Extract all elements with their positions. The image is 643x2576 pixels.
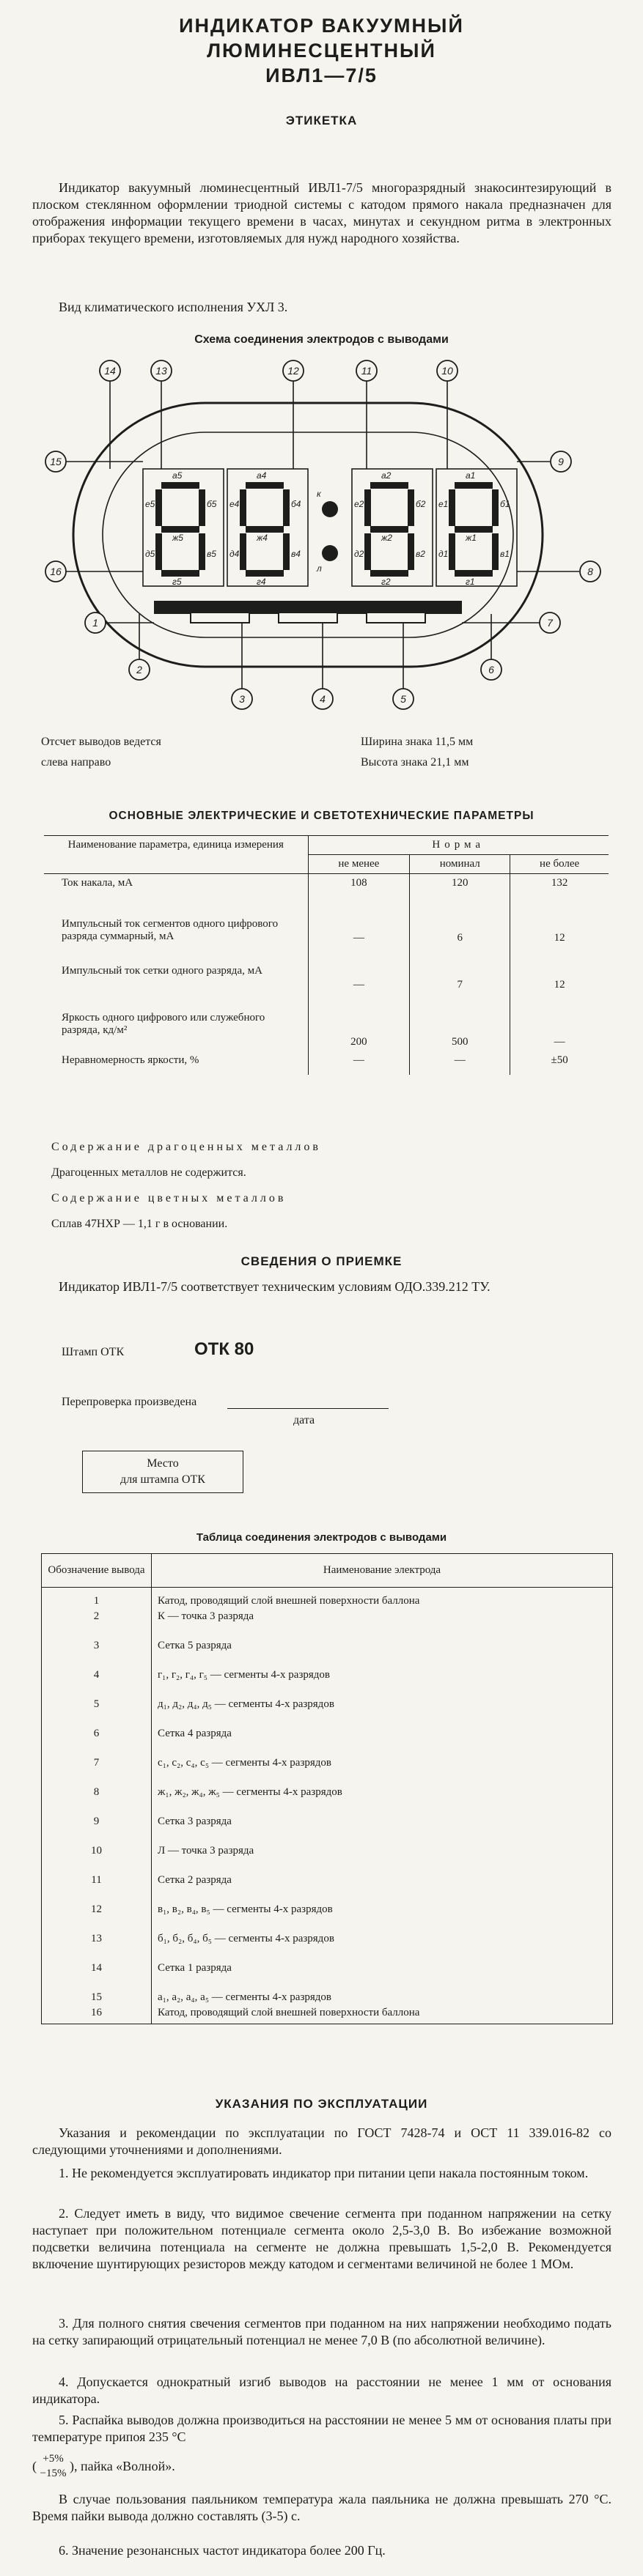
electrode-pin: 7	[42, 1742, 152, 1771]
solder-tolerance: ( +5% −15% ), пайка «Волной».	[32, 2453, 175, 2479]
table-row	[42, 1624, 613, 1654]
electrode-name: Сетка 1 разряда	[152, 1947, 613, 1976]
recheck-line	[227, 1408, 389, 1409]
seg-label-v4: в4	[291, 549, 301, 559]
pin-8: 8	[587, 566, 593, 577]
seg-label-b2: б2	[416, 499, 426, 509]
operation-item-2: 2. Следует иметь в виду, что видимое свечение сегмента при поданном напряжении на сетку наступает при положительном потенциале сегмента около 2,5-3,0 В. Во избежание возможной подсветки величина потенциала на сегменте не должна превышать 1,5-2,0 В. Рекомендуется включение шунтирующих резисторов между катодом и сегментами величиной не более 1 МОм.	[32, 2206, 611, 2271]
operation-item-soldering: В случае пользования паяльником температура жала паяльника не должна превышать 270 °С. Время пайки вывода должно составлять (3-5) с.	[32, 2492, 611, 2523]
electrode-name: Сетка 4 разряда	[152, 1712, 613, 1742]
params-col-min: не менее	[308, 855, 410, 874]
recheck-label: Перепроверка произведена	[62, 1396, 197, 1408]
param-name: Яркость одного цифрового или служебного разряда, кд/м²	[44, 1009, 308, 1051]
electrode-pin: 5	[42, 1683, 152, 1712]
seg-label-zh1: ж1	[466, 533, 477, 543]
electrode-pin: 12	[42, 1888, 152, 1917]
seg-label-b1: б1	[500, 499, 510, 509]
seg-label-a4: а4	[257, 470, 267, 481]
acceptance-text: Индикатор ИВЛ1-7/5 соответствует техническим условиям ОДО.339.212 ТУ.	[59, 1279, 490, 1294]
place-line-2: для штампа ОТК	[120, 1473, 205, 1486]
pin-1: 1	[92, 617, 98, 629]
seg-label-zh2: ж2	[381, 533, 392, 543]
param-min: 200	[308, 1009, 410, 1051]
electrode-name: б₁, б₂, б₄, б₅ — сегменты 4-х разрядов	[152, 1917, 613, 1947]
table-row	[42, 1947, 613, 1976]
climate-text: Вид климатического исполнения УХЛ 3.	[59, 300, 288, 314]
param-min: 108	[308, 874, 410, 915]
seg-label-a2: а2	[381, 470, 392, 481]
seg-label-b5: б5	[207, 499, 217, 509]
electrode-name: Сетка 3 разряда	[152, 1800, 613, 1829]
electrode-pin: 16	[42, 2005, 152, 2024]
stamp-value: ОТК 80	[194, 1339, 254, 1359]
pin-13: 13	[155, 365, 167, 377]
pin-12: 12	[287, 365, 299, 377]
param-min: —	[308, 1051, 410, 1075]
electrode-name: а₁, а₂, а₄, а₅ — сегменты 4-х разрядов	[152, 1976, 613, 2005]
electrodes-table	[41, 1553, 613, 2024]
electrode-pin: 1	[42, 1588, 152, 1610]
table-row	[42, 1800, 613, 1829]
electrode-pin: 2	[42, 1609, 152, 1624]
electrode-name: Катод, проводящий слой внешней поверхности баллона	[152, 1588, 613, 1610]
seg-label-b4: б4	[291, 499, 301, 509]
pin-16: 16	[50, 566, 62, 577]
electrode-name: К — точка 3 разряда	[152, 1609, 613, 1624]
operation-item-5: 5. Распайка выводов должна производиться на расстоянии не менее 5 мм от основания платы при температуре припоя 235 °С	[32, 2413, 611, 2444]
table-row	[42, 1712, 613, 1742]
seg-label-d1: д1	[438, 549, 449, 559]
seg-label-k: к	[317, 489, 321, 499]
electrode-pin: 13	[42, 1917, 152, 1947]
electrode-pin: 11	[42, 1859, 152, 1888]
electrode-name: ж₁, ж₂, ж₄, ж₅ — сегменты 4-х разрядов	[152, 1771, 613, 1800]
note-width: Ширина знака 11,5 мм	[361, 736, 474, 748]
operation-item-1: 1. Не рекомендуется эксплуатировать индикатор при питании цепи накала постоянным током.	[59, 2166, 589, 2180]
electrode-name: Катод, проводящий слой внешней поверхности баллона	[152, 2005, 613, 2024]
pin-4: 4	[320, 693, 326, 705]
intro-paragraph: Индикатор вакуумный люминесцентный ИВЛ1-7/5 многоразрядный знакосинтезирующий в плоском стеклянном оформлении триодной системы с катодом прямого накала предназначен для отображения информации текущего времени в часах, минутах и секундном ритма в электронных приборах текущего времени, изготовляемых для нужд народного хозяйства.	[32, 180, 611, 245]
electrode-diagram	[22, 352, 623, 733]
pin-11: 11	[361, 365, 372, 377]
operation-item-4: 4. Допускается однократный изгиб выводов на расстоянии не менее 1 мм от основания индикатора.	[32, 2375, 611, 2406]
pin-14: 14	[104, 365, 116, 377]
electrodes-col-pin: Обозначение вывода	[42, 1554, 152, 1588]
table-row	[44, 915, 609, 962]
pin-9: 9	[558, 456, 564, 467]
param-min: —	[308, 962, 410, 1009]
nonferrous-text: Сплав 47НХР — 1,1 г в основании.	[51, 1218, 228, 1230]
param-name: Импульсный ток сегментов одного цифрового разряда суммарный, мА	[44, 915, 308, 962]
electrode-name: Сетка 5 разряда	[152, 1624, 613, 1654]
seg-label-e5: е5	[145, 499, 155, 509]
otk-stamp-box	[82, 1451, 243, 1493]
title-line-3: ИВЛ1—7/5	[265, 64, 378, 86]
table-row	[42, 1859, 613, 1888]
electrode-pin: 4	[42, 1654, 152, 1683]
pin-5: 5	[400, 693, 406, 705]
param-nom: 6	[410, 915, 510, 962]
seg-label-a1: а1	[466, 470, 476, 481]
seg-label-g2: г2	[381, 577, 391, 587]
table-row	[44, 962, 609, 1009]
stamp-label: Штамп ОТК	[62, 1346, 125, 1358]
table-row	[42, 1742, 613, 1771]
seg-label-e4: е4	[229, 499, 240, 509]
param-name: Импульсный ток сетки одного разряда, мА	[44, 962, 308, 1009]
table-row	[42, 1917, 613, 1947]
tol-plus: +5%	[43, 2453, 64, 2465]
pin-6: 6	[488, 664, 494, 676]
tol-suffix: ), пайка «Волной».	[69, 2459, 175, 2473]
place-line-1: Место	[147, 1457, 179, 1470]
note-height: Высота знака 21,1 мм	[361, 756, 469, 769]
acceptance-heading: СВЕДЕНИЯ О ПРИЕМКЕ	[240, 1254, 403, 1268]
diagram-title: Схема соединения электродов с выводами	[194, 333, 449, 346]
seg-label-zh5: ж5	[172, 533, 183, 543]
electrode-name: с₁, с₂, с₄, с₅ — сегменты 4-х разрядов	[152, 1742, 613, 1771]
pin-3: 3	[239, 693, 245, 705]
electrode-pin: 3	[42, 1624, 152, 1654]
table-row	[42, 1654, 613, 1683]
operation-heading: УКАЗАНИЯ ПО ЭКСПЛУАТАЦИИ	[215, 2097, 428, 2111]
seg-label-d5: д5	[145, 549, 155, 559]
electrode-name: г₁, г₂, г₄, г₅ — сегменты 4-х разрядов	[152, 1654, 613, 1683]
seg-label-e2: е2	[354, 499, 364, 509]
title-line-1: ИНДИКАТОР ВАКУУМНЫЙ	[179, 15, 464, 37]
precious-text: Драгоценных металлов не содержится.	[51, 1166, 246, 1179]
electrode-pin: 14	[42, 1947, 152, 1976]
table-row	[44, 1051, 609, 1075]
table-row	[42, 1829, 613, 1859]
table-row	[42, 1771, 613, 1800]
date-label: дата	[293, 1414, 315, 1426]
table-row	[42, 1588, 613, 1610]
param-name: Неравномерность яркости, %	[44, 1051, 308, 1075]
pin-2: 2	[136, 664, 142, 676]
electrode-name: д₁, д₂, д₄, д₅ — сегменты 4-х разрядов	[152, 1683, 613, 1712]
table-row	[42, 1976, 613, 2005]
param-nom: 120	[410, 874, 510, 915]
params-col-name: Наименование параметра, единица измерения	[44, 836, 308, 874]
operation-item-6: 6. Значение резонансных частот индикатора более 200 Гц.	[59, 2543, 386, 2558]
params-col-nom: номинал	[410, 855, 510, 874]
seg-label-v2: в2	[416, 549, 425, 559]
seg-label-g4: г4	[257, 577, 266, 587]
seg-label-zh4: ж4	[257, 533, 268, 543]
params-heading: ОСНОВНЫЕ ЭЛЕКТРИЧЕСКИЕ И СВЕТОТЕХНИЧЕСКИЕ ПАРАМЕТРЫ	[109, 810, 534, 822]
param-max: ±50	[551, 1054, 568, 1066]
seg-label-e1: е1	[438, 499, 449, 509]
param-nom: —	[410, 1051, 510, 1075]
seg-label-a5: а5	[172, 470, 183, 481]
param-name: Ток накала, мА	[44, 874, 308, 915]
param-max: 12	[554, 979, 565, 991]
seg-label-v1: в1	[500, 549, 510, 559]
seg-label-d4: д4	[229, 549, 240, 559]
label-heading: ЭТИКЕТКА	[285, 114, 358, 127]
tol-minus: −15%	[40, 2468, 67, 2479]
params-col-norm: Норма	[308, 836, 609, 855]
note-count-1: Отсчет выводов ведется	[41, 736, 161, 748]
electrodes-col-name: Наименование электрода	[152, 1554, 613, 1588]
title-line-2: ЛЮМИНЕСЦЕНТНЫЙ	[207, 40, 436, 62]
electrode-pin: 6	[42, 1712, 152, 1742]
electrode-pin: 9	[42, 1800, 152, 1829]
pin-7: 7	[547, 617, 553, 629]
table-row	[42, 1683, 613, 1712]
pin-10: 10	[441, 365, 453, 377]
electrode-name: в₁, в₂, в₄, в₅ — сегменты 4-х разрядов	[152, 1888, 613, 1917]
precious-heading: Содержание драгоценных металлов	[51, 1141, 321, 1153]
table-row	[44, 874, 609, 915]
electrode-pin: 8	[42, 1771, 152, 1800]
param-max: 132	[551, 877, 568, 889]
seg-label-v5: в5	[207, 549, 216, 559]
pin-15: 15	[50, 456, 62, 467]
table-row	[42, 2005, 613, 2024]
operation-item-3: 3. Для полного снятия свечения сегментов при поданном на них напряжении необходимо подать на сетку запирающий отрицательный потенциал не менее 7,0 В (по абсолютной величине).	[32, 2316, 611, 2347]
params-table	[44, 835, 609, 1075]
param-nom: 7	[410, 962, 510, 1009]
table-row	[42, 1609, 613, 1624]
electrode-pin: 15	[42, 1976, 152, 2005]
electrode-name: Сетка 2 разряда	[152, 1859, 613, 1888]
electrodes-heading: Таблица соединения электродов с выводами	[196, 1531, 447, 1544]
seg-label-l: л	[317, 563, 322, 574]
param-min: —	[308, 915, 410, 962]
seg-label-d2: д2	[354, 549, 364, 559]
seg-label-g5: г5	[172, 577, 182, 587]
table-row	[44, 1009, 609, 1051]
param-nom: 500	[410, 1009, 510, 1051]
nonferrous-heading: Содержание цветных металлов	[51, 1192, 287, 1204]
note-count-2: слева направо	[41, 756, 111, 769]
seg-label-g1: г1	[466, 577, 475, 587]
params-col-max: не более	[510, 855, 609, 874]
operation-intro: Указания и рекомендации по эксплуатации по ГОСТ 7428-74 и ОСТ 11 339.016-82 со следующими уточнениями и дополнениями.	[32, 2125, 611, 2157]
param-max: —	[554, 1035, 565, 1048]
electrode-pin: 10	[42, 1829, 152, 1859]
electrode-name: Л — точка 3 разряда	[152, 1829, 613, 1859]
param-max: 12	[554, 932, 565, 944]
table-row	[42, 1888, 613, 1917]
